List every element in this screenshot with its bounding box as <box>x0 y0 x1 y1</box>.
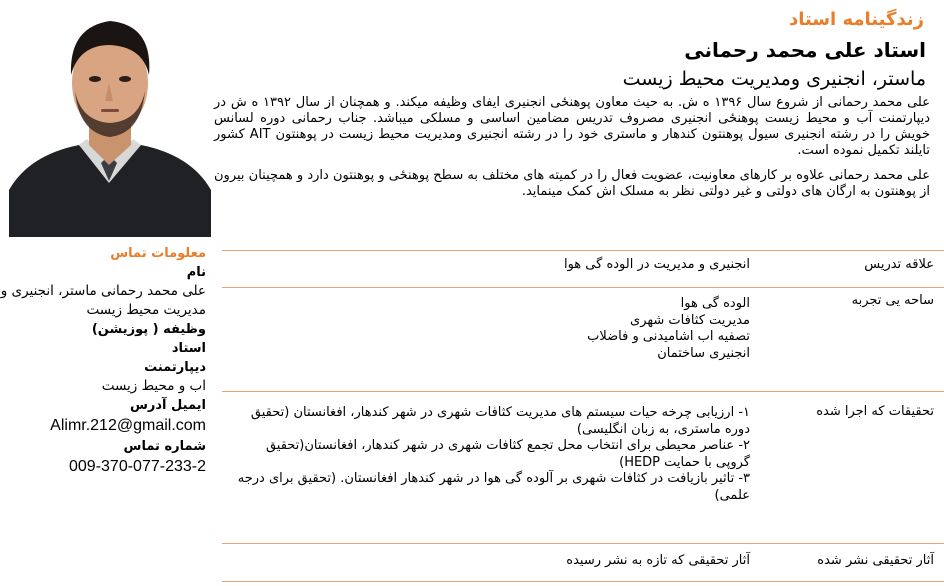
position-value: استاد <box>171 341 206 356</box>
row-value-item: انجنیری ساختمان <box>657 345 750 361</box>
person-name: استاد علی محمد رحمانی <box>684 38 926 62</box>
page-title: زندگینامه استاد <box>789 9 924 30</box>
name-label: نام <box>186 265 206 280</box>
row-value-item: آثار تحقیقی که تازه به نشر رسیده <box>566 553 750 568</box>
divider <box>222 581 944 582</box>
row-value-item: ۳- تاثیر بازیافت در کثافات شهری بر آلوده گی هوا در شهر کندهار افغانستان. (تحقیق برای درجه علمی) <box>237 471 750 503</box>
divider <box>222 391 944 392</box>
email-value[interactable]: Alimr.212@gmail.com <box>50 417 206 434</box>
divider <box>222 287 944 288</box>
row-label-publications: آثار تحقیقی نشر شده <box>817 553 934 568</box>
contact-section-title: معلومات تماس <box>110 246 206 261</box>
department-value: اب و محیط زیست <box>101 378 206 394</box>
person-degree: ماستر، انجنیری ومدیریت محیط زیست <box>622 68 926 90</box>
row-value-item: ۲- عناصر محیطی برای انتخاب محل تجمع کثافات شهری در شهر کندهار، افغانستان(تحقیق گروپی با حمایت HEDP) <box>265 438 750 470</box>
row-value-research <box>230 405 750 504</box>
name-value: علی محمد رحمانی ماستر، انجنیری و مدیریت محیط زیست <box>0 283 206 318</box>
department-label: دیپارتمنت <box>144 360 206 375</box>
phone-value: 009-370-077-233-2 <box>69 458 206 475</box>
row-value-publications <box>230 553 750 570</box>
row-value-experience <box>230 296 750 362</box>
row-value-item: مدیریت کثافات شهری <box>630 312 750 328</box>
row-label-teaching-interest: علاقه تدریس <box>864 257 934 272</box>
row-value-item: ۱- ارزیابی چرخه حیات سیستم های مدیریت کثافات شهری در شهر کندهار، افغانستان (تحقیق دوره ماستری، به زبان انگلیسی) <box>250 405 750 437</box>
bio-paragraph: علی محمد رحمانی علاوه بر کارهای معاونیت، عضویت فعال را در کمیته های مختلف به سطح پوهنځی و پوهنتون دارد و همچینان بیرون از پوهنتون به ارگان های دولتی و غیر دولتی نظر به مسلک اش کمک مینماید. <box>214 168 930 199</box>
row-label-research: تحقیقات که اجرا شده <box>816 404 934 419</box>
divider <box>222 543 944 544</box>
row-value-item: الوده گی هوا <box>680 296 750 311</box>
row-value-teaching-interest <box>230 257 750 274</box>
row-value-item: انجنیری و مدیریت در الوده گی هوا <box>563 257 750 272</box>
phone-label: شماره تماس <box>123 439 206 454</box>
row-label-experience: ساحه یی تجربه <box>851 293 934 308</box>
row-value-item: تصفیه اب اشامیدنی و فاضلاب <box>587 329 750 344</box>
contact-sidebar <box>0 244 206 478</box>
profile-photo <box>9 5 211 237</box>
biography <box>214 95 930 209</box>
position-label: وظیفه ( پوزیشن) <box>91 322 206 337</box>
divider <box>222 250 944 251</box>
bio-paragraph: علی محمد رحمانی از شروع سال ۱۳۹۶ ه ش. به حیث معاون پوهنځی انجنیری ایفای وظیفه میکند. و همچنان از سال ۱۳۹۲ ه ش در دیپارتمنت آب و محیط زیست پوهنځی انجنیری مصروف تدریس مضامین اساسی و مسلکی میباشد. جناب رحمانی دوره لسانس خویش را در رشته انجنیری سیول پوهنتون کندهار و ماستری خود را در رشته انجنیری ومدیریت محیط زیست در پوهنتون AIT کشور تایلند تکمیل نموده است. <box>214 95 930 158</box>
email-label: ایمیل آدرس <box>129 398 206 413</box>
